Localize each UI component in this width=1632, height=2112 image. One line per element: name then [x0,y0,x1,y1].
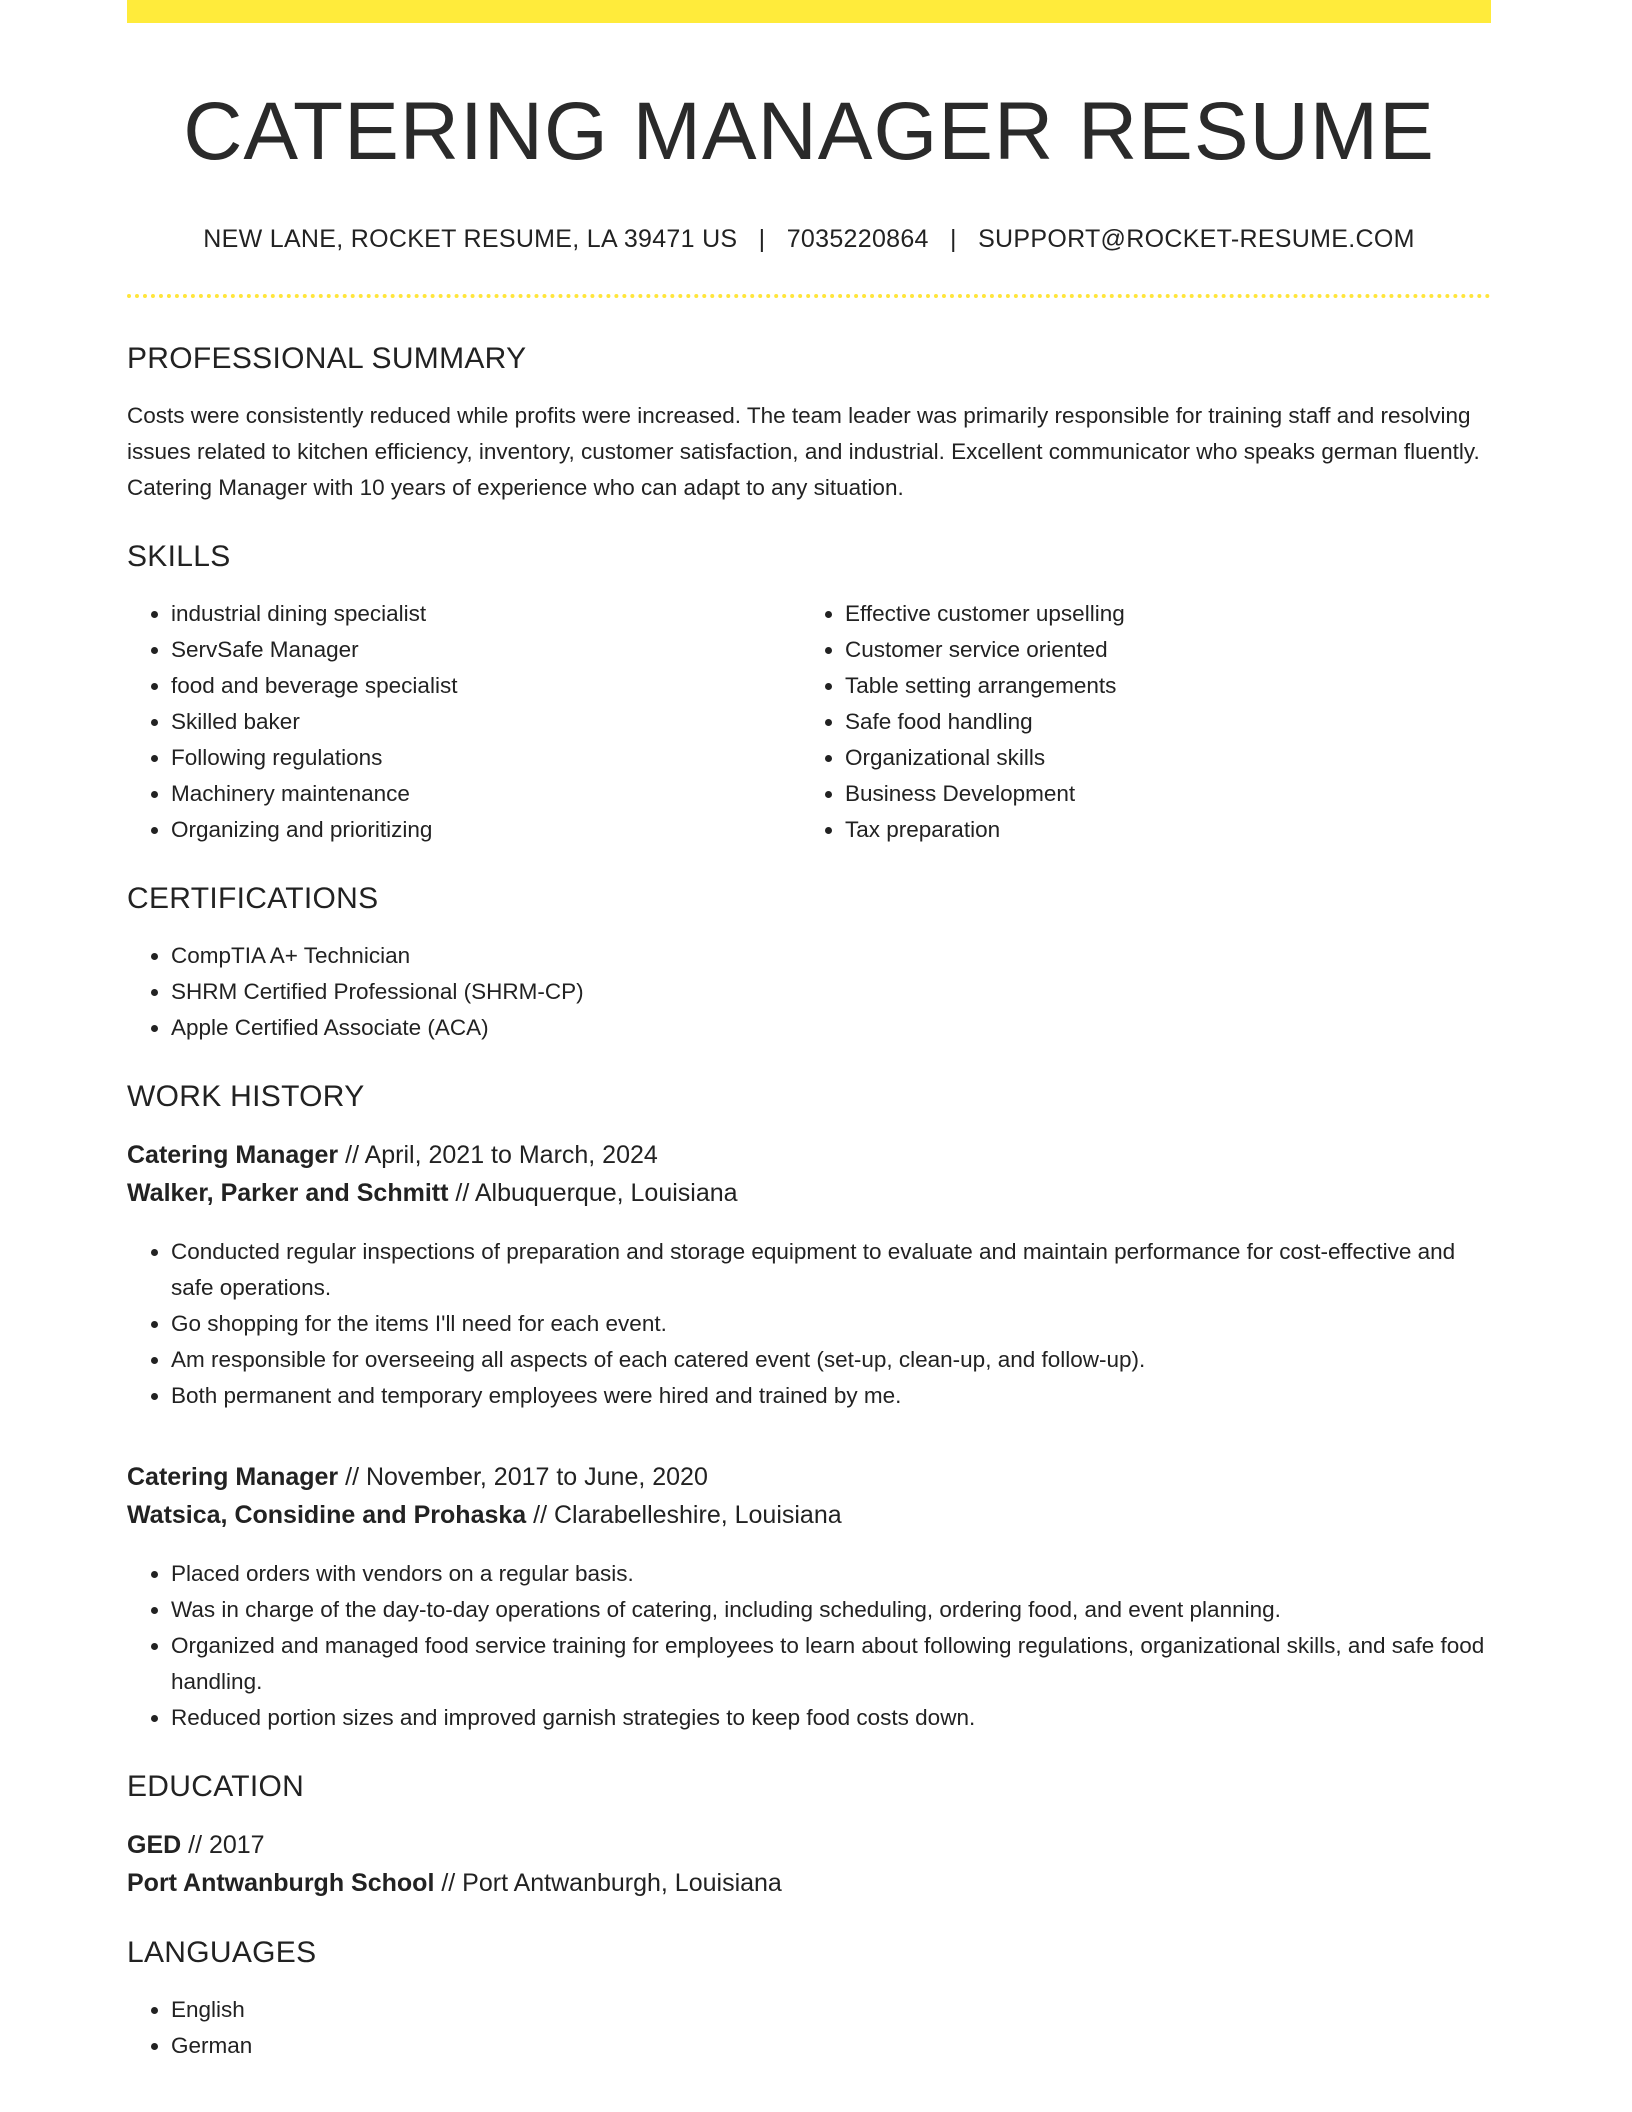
skill-item: • Safe food handling [845,704,1475,740]
skill-item: • Table setting arrangements [845,668,1475,704]
education-year: // 2017 [181,1831,265,1860]
language-item: • English [171,1992,1491,2028]
job-company: Watsica, Considine and Prohaska [127,1501,527,1530]
education-school-line [127,1864,1491,1902]
skill-item: • Organizing and prioritizing [171,812,801,848]
job-role: Catering Manager [127,1463,339,1492]
job-company-line [127,1496,1491,1534]
education-entry [127,1826,1491,1902]
summary-text: Costs were consistently reduced while profits were increased. The team leader was primarily responsible for training staff and resolving issues related to kitchen efficiency, inventory, customer satisfaction, and industrial. Excellent communicator who speaks german fluently. Catering Manager with 10 years of experience who can adapt to any situation. [127,403,1480,501]
job-role: Catering Manager [127,1141,339,1170]
job-entry [127,1458,1491,1534]
job-bullets [127,1234,1491,1414]
skill-item: • ServSafe Manager [171,632,801,668]
certification-item: • SHRM Certified Professional (SHRM-CP) [171,974,1491,1010]
skill-item: • Machinery maintenance [171,776,801,812]
job-title-line [127,1458,1491,1496]
job-bullet: • Was in charge of the day-to-day operations of catering, including scheduling, ordering food, and event planning. [171,1592,1491,1628]
contact-phone: 7035220864 [786,225,929,254]
skill-item: • Following regulations [171,740,801,776]
contact-separator: | [758,225,766,254]
education-degree-line [127,1826,1491,1864]
certifications-heading: CERTIFICATIONS [127,882,379,916]
job-bullet: • Reduced portion sizes and improved garnish strategies to keep food costs down. [171,1700,1491,1736]
resume-title: CATERING MANAGER RESUME [183,86,1435,177]
job-bullet: • Am responsible for overseeing all aspects of each catered event (set-up, clean-up, and follow-up). [171,1342,1491,1378]
contact-email: SUPPORT@ROCKET-RESUME.COM [978,225,1415,254]
summary-section [127,342,1491,506]
certification-item: • CompTIA A+ Technician [171,938,1491,974]
education-degree: GED [127,1831,182,1860]
skill-item: • Business Development [845,776,1475,812]
job-bullet: • Placed orders with vendors on a regular basis. [171,1556,1491,1592]
languages-heading: LANGUAGES [127,1936,317,1970]
skills-list-right [801,596,1475,848]
job-dates: // November, 2017 to June, 2020 [338,1463,708,1492]
skills-list-left [127,596,801,848]
job-title-line [127,1136,1491,1174]
skill-item: • Organizational skills [845,740,1475,776]
summary-heading: PROFESSIONAL SUMMARY [127,342,527,376]
skill-item: • food and beverage specialist [171,668,801,704]
job-bullet: • Organized and managed food service training for employees to learn about following regulations, organizational skills, and safe food handling. [171,1628,1491,1700]
skill-item: • Customer service oriented [845,632,1475,668]
education-heading: EDUCATION [127,1770,305,1804]
dotted-divider [127,294,1491,298]
skills-columns [127,574,1491,848]
job-bullet: • Conducted regular inspections of preparation and storage equipment to evaluate and maintain performance for cost-effective and safe operations. [171,1234,1491,1306]
certification-item: • Apple Certified Associate (ACA) [171,1010,1491,1046]
job-dates: // April, 2021 to March, 2024 [338,1141,658,1170]
contact-line [127,225,1491,254]
skills-section [127,540,1491,848]
work-history-heading: WORK HISTORY [127,1080,365,1114]
job-bullets [127,1556,1491,1736]
resume-page [127,0,1491,2064]
education-location: // Port Antwanburgh, Louisiana [434,1869,782,1898]
job-bullet: • Go shopping for the items I'll need for each event. [171,1306,1491,1342]
contact-separator: | [950,225,957,254]
job-company-line [127,1174,1491,1212]
job-entry [127,1136,1491,1212]
contact-address: NEW LANE, ROCKET RESUME, LA 39471 US [203,225,738,254]
languages-list [127,1992,1491,2064]
top-accent-bar [127,0,1491,23]
education-school: Port Antwanburgh School [127,1869,435,1898]
languages-section [127,1936,1491,2064]
certifications-section [127,882,1491,1046]
job-location: // Albuquerque, Louisiana [448,1179,738,1208]
skill-item: • Skilled baker [171,704,801,740]
language-item: • German [171,2028,1491,2064]
education-section [127,1770,1491,1902]
skill-item: • industrial dining specialist [171,596,801,632]
job-bullet: • Both permanent and temporary employees were hired and trained by me. [171,1378,1491,1414]
work-history-section [127,1080,1491,1736]
skills-heading: SKILLS [127,540,231,574]
job-location: // Clarabelleshire, Louisiana [526,1501,842,1530]
skill-item: • Effective customer upselling [845,596,1475,632]
skill-item: • Tax preparation [845,812,1475,848]
certifications-list [127,938,1491,1046]
job-company: Walker, Parker and Schmitt [127,1179,449,1208]
